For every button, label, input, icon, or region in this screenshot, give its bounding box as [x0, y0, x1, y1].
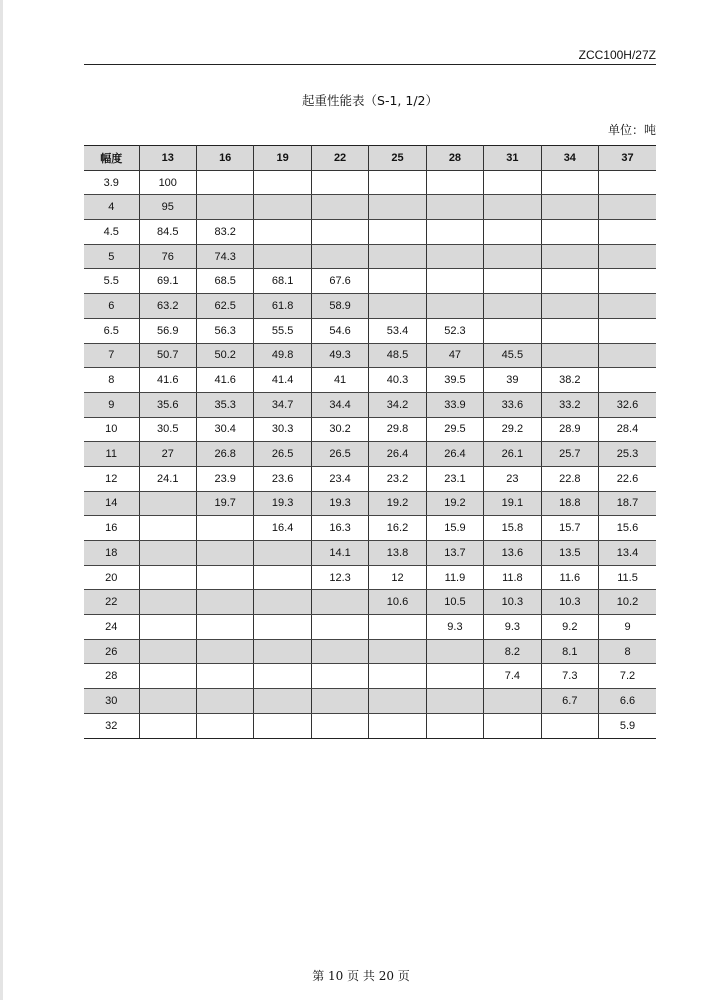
capacity-cell: 23.1 [426, 466, 483, 491]
capacity-cell: 29.5 [426, 417, 483, 442]
capacity-cell: 69.1 [139, 269, 196, 294]
capacity-cell [484, 318, 541, 343]
radius-cell: 7 [84, 343, 139, 368]
capacity-cell [599, 170, 656, 195]
header-cell-boom-length: 31 [484, 146, 541, 171]
capacity-cell [426, 294, 483, 319]
capacity-cell: 9.3 [426, 615, 483, 640]
table-row [84, 269, 656, 294]
table-row [84, 442, 656, 467]
capacity-cell [196, 590, 253, 615]
capacity-cell: 58.9 [311, 294, 368, 319]
header-row [84, 146, 656, 171]
capacity-cell [196, 516, 253, 541]
capacity-cell [599, 220, 656, 245]
radius-cell: 18 [84, 541, 139, 566]
capacity-cell: 19.3 [254, 491, 311, 516]
table-row [84, 713, 656, 738]
capacity-cell: 23.6 [254, 466, 311, 491]
capacity-cell: 9 [599, 615, 656, 640]
capacity-cell: 22.6 [599, 466, 656, 491]
capacity-cell [369, 664, 426, 689]
capacity-cell [369, 639, 426, 664]
header-cell-boom-length: 28 [426, 146, 483, 171]
table-row [84, 565, 656, 590]
capacity-cell: 53.4 [369, 318, 426, 343]
capacity-cell: 28.4 [599, 417, 656, 442]
capacity-cell: 13.6 [484, 541, 541, 566]
table-row [84, 639, 656, 664]
lifting-capacity-table [84, 145, 656, 739]
capacity-cell [254, 220, 311, 245]
capacity-cell: 27 [139, 442, 196, 467]
capacity-cell [599, 294, 656, 319]
capacity-cell: 28.9 [541, 417, 598, 442]
capacity-cell [541, 244, 598, 269]
capacity-cell: 10.2 [599, 590, 656, 615]
capacity-cell [196, 615, 253, 640]
capacity-cell [369, 220, 426, 245]
capacity-cell: 19.3 [311, 491, 368, 516]
capacity-cell [541, 195, 598, 220]
header-cell-boom-length: 34 [541, 146, 598, 171]
capacity-cell [369, 170, 426, 195]
capacity-cell: 19.2 [369, 491, 426, 516]
radius-cell: 3.9 [84, 170, 139, 195]
capacity-cell [541, 713, 598, 738]
capacity-cell: 26.4 [426, 442, 483, 467]
capacity-cell: 41.4 [254, 368, 311, 393]
capacity-cell [599, 368, 656, 393]
table-row [84, 516, 656, 541]
radius-cell: 4 [84, 195, 139, 220]
capacity-cell [541, 220, 598, 245]
radius-cell: 26 [84, 639, 139, 664]
capacity-cell: 9.2 [541, 615, 598, 640]
header-cell-boom-length: 19 [254, 146, 311, 171]
capacity-cell: 84.5 [139, 220, 196, 245]
capacity-cell [196, 541, 253, 566]
capacity-cell [311, 170, 368, 195]
capacity-cell: 6.6 [599, 689, 656, 714]
capacity-cell: 48.5 [369, 343, 426, 368]
capacity-cell [254, 244, 311, 269]
capacity-cell [426, 195, 483, 220]
capacity-cell [139, 713, 196, 738]
radius-cell: 28 [84, 664, 139, 689]
capacity-cell [426, 713, 483, 738]
capacity-cell: 40.3 [369, 368, 426, 393]
capacity-cell: 16.3 [311, 516, 368, 541]
capacity-cell [484, 220, 541, 245]
capacity-cell: 15.8 [484, 516, 541, 541]
capacity-cell: 55.5 [254, 318, 311, 343]
capacity-cell [484, 244, 541, 269]
radius-cell: 4.5 [84, 220, 139, 245]
radius-cell: 24 [84, 615, 139, 640]
capacity-cell [254, 713, 311, 738]
capacity-cell: 18.7 [599, 491, 656, 516]
capacity-cell [426, 689, 483, 714]
capacity-cell [369, 689, 426, 714]
table-row [84, 491, 656, 516]
capacity-cell: 39 [484, 368, 541, 393]
capacity-cell: 68.1 [254, 269, 311, 294]
capacity-cell: 7.4 [484, 664, 541, 689]
capacity-cell: 15.9 [426, 516, 483, 541]
capacity-cell: 8.1 [541, 639, 598, 664]
capacity-cell [541, 318, 598, 343]
header-rule [84, 64, 656, 65]
capacity-cell: 45.5 [484, 343, 541, 368]
capacity-cell: 32.6 [599, 392, 656, 417]
capacity-cell: 11.8 [484, 565, 541, 590]
capacity-cell [254, 689, 311, 714]
capacity-cell [599, 244, 656, 269]
capacity-cell: 95 [139, 195, 196, 220]
radius-cell: 6 [84, 294, 139, 319]
capacity-cell: 34.7 [254, 392, 311, 417]
capacity-cell [139, 491, 196, 516]
unit-label: 单位：吨 [607, 123, 656, 137]
capacity-cell: 23.9 [196, 466, 253, 491]
capacity-cell [369, 244, 426, 269]
capacity-cell [369, 269, 426, 294]
capacity-cell: 16.4 [254, 516, 311, 541]
capacity-cell [139, 541, 196, 566]
capacity-cell: 10.3 [484, 590, 541, 615]
capacity-cell [426, 244, 483, 269]
capacity-cell [139, 516, 196, 541]
radius-cell: 8 [84, 368, 139, 393]
header-cell-radius: 幅度 [84, 146, 139, 171]
header-cell-boom-length: 37 [599, 146, 656, 171]
capacity-cell: 49.3 [311, 343, 368, 368]
capacity-cell: 54.6 [311, 318, 368, 343]
capacity-cell: 11.6 [541, 565, 598, 590]
capacity-cell: 13.8 [369, 541, 426, 566]
capacity-cell [311, 664, 368, 689]
capacity-cell: 63.2 [139, 294, 196, 319]
capacity-cell: 35.3 [196, 392, 253, 417]
capacity-cell: 13.7 [426, 541, 483, 566]
table-row [84, 392, 656, 417]
capacity-cell: 26.8 [196, 442, 253, 467]
capacity-cell [196, 639, 253, 664]
capacity-cell: 10.6 [369, 590, 426, 615]
capacity-cell [541, 269, 598, 294]
capacity-cell [196, 170, 253, 195]
radius-cell: 20 [84, 565, 139, 590]
capacity-cell: 19.1 [484, 491, 541, 516]
capacity-cell [196, 195, 253, 220]
capacity-cell: 38.2 [541, 368, 598, 393]
capacity-cell [369, 195, 426, 220]
radius-cell: 5 [84, 244, 139, 269]
capacity-cell: 11.9 [426, 565, 483, 590]
capacity-cell: 39.5 [426, 368, 483, 393]
radius-cell: 11 [84, 442, 139, 467]
capacity-cell [254, 170, 311, 195]
capacity-cell: 30.5 [139, 417, 196, 442]
capacity-cell [426, 170, 483, 195]
radius-cell: 10 [84, 417, 139, 442]
capacity-cell: 26.5 [254, 442, 311, 467]
capacity-cell [599, 343, 656, 368]
capacity-cell: 15.7 [541, 516, 598, 541]
capacity-cell [311, 590, 368, 615]
capacity-cell: 13.4 [599, 541, 656, 566]
capacity-cell [196, 713, 253, 738]
capacity-cell [426, 220, 483, 245]
capacity-cell: 56.3 [196, 318, 253, 343]
capacity-cell: 29.8 [369, 417, 426, 442]
radius-cell: 9 [84, 392, 139, 417]
capacity-cell: 23 [484, 466, 541, 491]
table-row [84, 541, 656, 566]
table-row [84, 615, 656, 640]
page-title: 起重性能表（S-1, 1/2） [302, 93, 438, 108]
capacity-cell: 41.6 [139, 368, 196, 393]
capacity-cell: 74.3 [196, 244, 253, 269]
capacity-cell: 19.7 [196, 491, 253, 516]
capacity-cell: 29.2 [484, 417, 541, 442]
capacity-cell: 25.3 [599, 442, 656, 467]
table-row [84, 368, 656, 393]
capacity-cell: 30.4 [196, 417, 253, 442]
capacity-cell [541, 170, 598, 195]
table-row [84, 417, 656, 442]
capacity-cell [196, 664, 253, 689]
capacity-cell: 34.2 [369, 392, 426, 417]
capacity-cell: 49.8 [254, 343, 311, 368]
capacity-cell: 15.6 [599, 516, 656, 541]
capacity-cell: 47 [426, 343, 483, 368]
header-cell-boom-length: 13 [139, 146, 196, 171]
table-row [84, 590, 656, 615]
capacity-cell [254, 639, 311, 664]
capacity-cell: 8.2 [484, 639, 541, 664]
capacity-cell [484, 195, 541, 220]
table-body [84, 170, 656, 738]
capacity-cell: 10.3 [541, 590, 598, 615]
capacity-cell: 52.3 [426, 318, 483, 343]
capacity-cell [311, 689, 368, 714]
radius-cell: 32 [84, 713, 139, 738]
capacity-cell [254, 615, 311, 640]
capacity-cell [484, 689, 541, 714]
capacity-cell [196, 565, 253, 590]
capacity-cell [426, 269, 483, 294]
capacity-cell: 24.1 [139, 466, 196, 491]
capacity-cell: 18.8 [541, 491, 598, 516]
capacity-cell: 23.2 [369, 466, 426, 491]
capacity-cell: 13.5 [541, 541, 598, 566]
capacity-cell: 68.5 [196, 269, 253, 294]
document-code: ZCC100H/27Z [578, 48, 656, 62]
capacity-cell: 19.2 [426, 491, 483, 516]
radius-cell: 14 [84, 491, 139, 516]
capacity-cell: 11.5 [599, 565, 656, 590]
capacity-cell: 33.9 [426, 392, 483, 417]
radius-cell: 5.5 [84, 269, 139, 294]
capacity-cell: 41.6 [196, 368, 253, 393]
capacity-cell: 14.1 [311, 541, 368, 566]
capacity-cell [369, 713, 426, 738]
table-row [84, 244, 656, 269]
radius-cell: 16 [84, 516, 139, 541]
capacity-cell: 56.9 [139, 318, 196, 343]
capacity-cell [311, 220, 368, 245]
capacity-cell: 10.5 [426, 590, 483, 615]
capacity-cell [139, 664, 196, 689]
capacity-cell [484, 269, 541, 294]
capacity-cell [484, 713, 541, 738]
table-row [84, 294, 656, 319]
capacity-cell: 34.4 [311, 392, 368, 417]
capacity-cell: 16.2 [369, 516, 426, 541]
page-edge [0, 0, 3, 1000]
capacity-cell: 30.3 [254, 417, 311, 442]
capacity-cell: 26.1 [484, 442, 541, 467]
capacity-cell [369, 615, 426, 640]
capacity-cell: 23.4 [311, 466, 368, 491]
capacity-cell [599, 195, 656, 220]
capacity-cell: 35.6 [139, 392, 196, 417]
capacity-cell: 83.2 [196, 220, 253, 245]
table-row [84, 195, 656, 220]
capacity-cell: 62.5 [196, 294, 253, 319]
header-cell-boom-length: 22 [311, 146, 368, 171]
capacity-cell: 30.2 [311, 417, 368, 442]
radius-cell: 6.5 [84, 318, 139, 343]
capacity-cell [196, 689, 253, 714]
radius-cell: 22 [84, 590, 139, 615]
capacity-cell [426, 664, 483, 689]
capacity-cell [139, 590, 196, 615]
radius-cell: 30 [84, 689, 139, 714]
capacity-cell: 50.7 [139, 343, 196, 368]
capacity-cell [139, 615, 196, 640]
capacity-cell: 22.8 [541, 466, 598, 491]
capacity-cell [254, 565, 311, 590]
header-cell-boom-length: 16 [196, 146, 253, 171]
header-cell-boom-length: 25 [369, 146, 426, 171]
capacity-cell [139, 639, 196, 664]
capacity-cell [599, 318, 656, 343]
capacity-cell [484, 294, 541, 319]
capacity-cell: 41 [311, 368, 368, 393]
capacity-cell [426, 639, 483, 664]
capacity-cell: 5.9 [599, 713, 656, 738]
capacity-cell [311, 639, 368, 664]
capacity-cell [311, 615, 368, 640]
capacity-cell [541, 294, 598, 319]
capacity-cell: 7.2 [599, 664, 656, 689]
capacity-cell [484, 170, 541, 195]
capacity-cell [254, 664, 311, 689]
radius-cell: 12 [84, 466, 139, 491]
page-footer: 第 10 页 共 20 页 [312, 969, 410, 983]
capacity-cell: 7.3 [541, 664, 598, 689]
capacity-cell: 61.8 [254, 294, 311, 319]
capacity-cell: 50.2 [196, 343, 253, 368]
table-row [84, 343, 656, 368]
capacity-cell [254, 590, 311, 615]
table-row [84, 466, 656, 491]
table-row [84, 170, 656, 195]
capacity-cell [139, 565, 196, 590]
capacity-cell [369, 294, 426, 319]
capacity-cell: 12 [369, 565, 426, 590]
capacity-cell: 67.6 [311, 269, 368, 294]
capacity-cell: 100 [139, 170, 196, 195]
table-row [84, 689, 656, 714]
capacity-cell [254, 195, 311, 220]
capacity-cell: 76 [139, 244, 196, 269]
capacity-cell: 26.5 [311, 442, 368, 467]
capacity-cell: 25.7 [541, 442, 598, 467]
table-row [84, 220, 656, 245]
capacity-cell: 8 [599, 639, 656, 664]
capacity-cell [311, 713, 368, 738]
capacity-cell: 9.3 [484, 615, 541, 640]
capacity-cell [541, 343, 598, 368]
capacity-cell [311, 195, 368, 220]
table-row [84, 664, 656, 689]
capacity-cell: 33.6 [484, 392, 541, 417]
capacity-cell [599, 269, 656, 294]
capacity-cell: 26.4 [369, 442, 426, 467]
capacity-cell: 6.7 [541, 689, 598, 714]
capacity-cell [254, 541, 311, 566]
table-row [84, 318, 656, 343]
capacity-cell: 33.2 [541, 392, 598, 417]
capacity-cell: 12.3 [311, 565, 368, 590]
capacity-cell [311, 244, 368, 269]
capacity-cell [139, 689, 196, 714]
table-header [84, 146, 656, 171]
